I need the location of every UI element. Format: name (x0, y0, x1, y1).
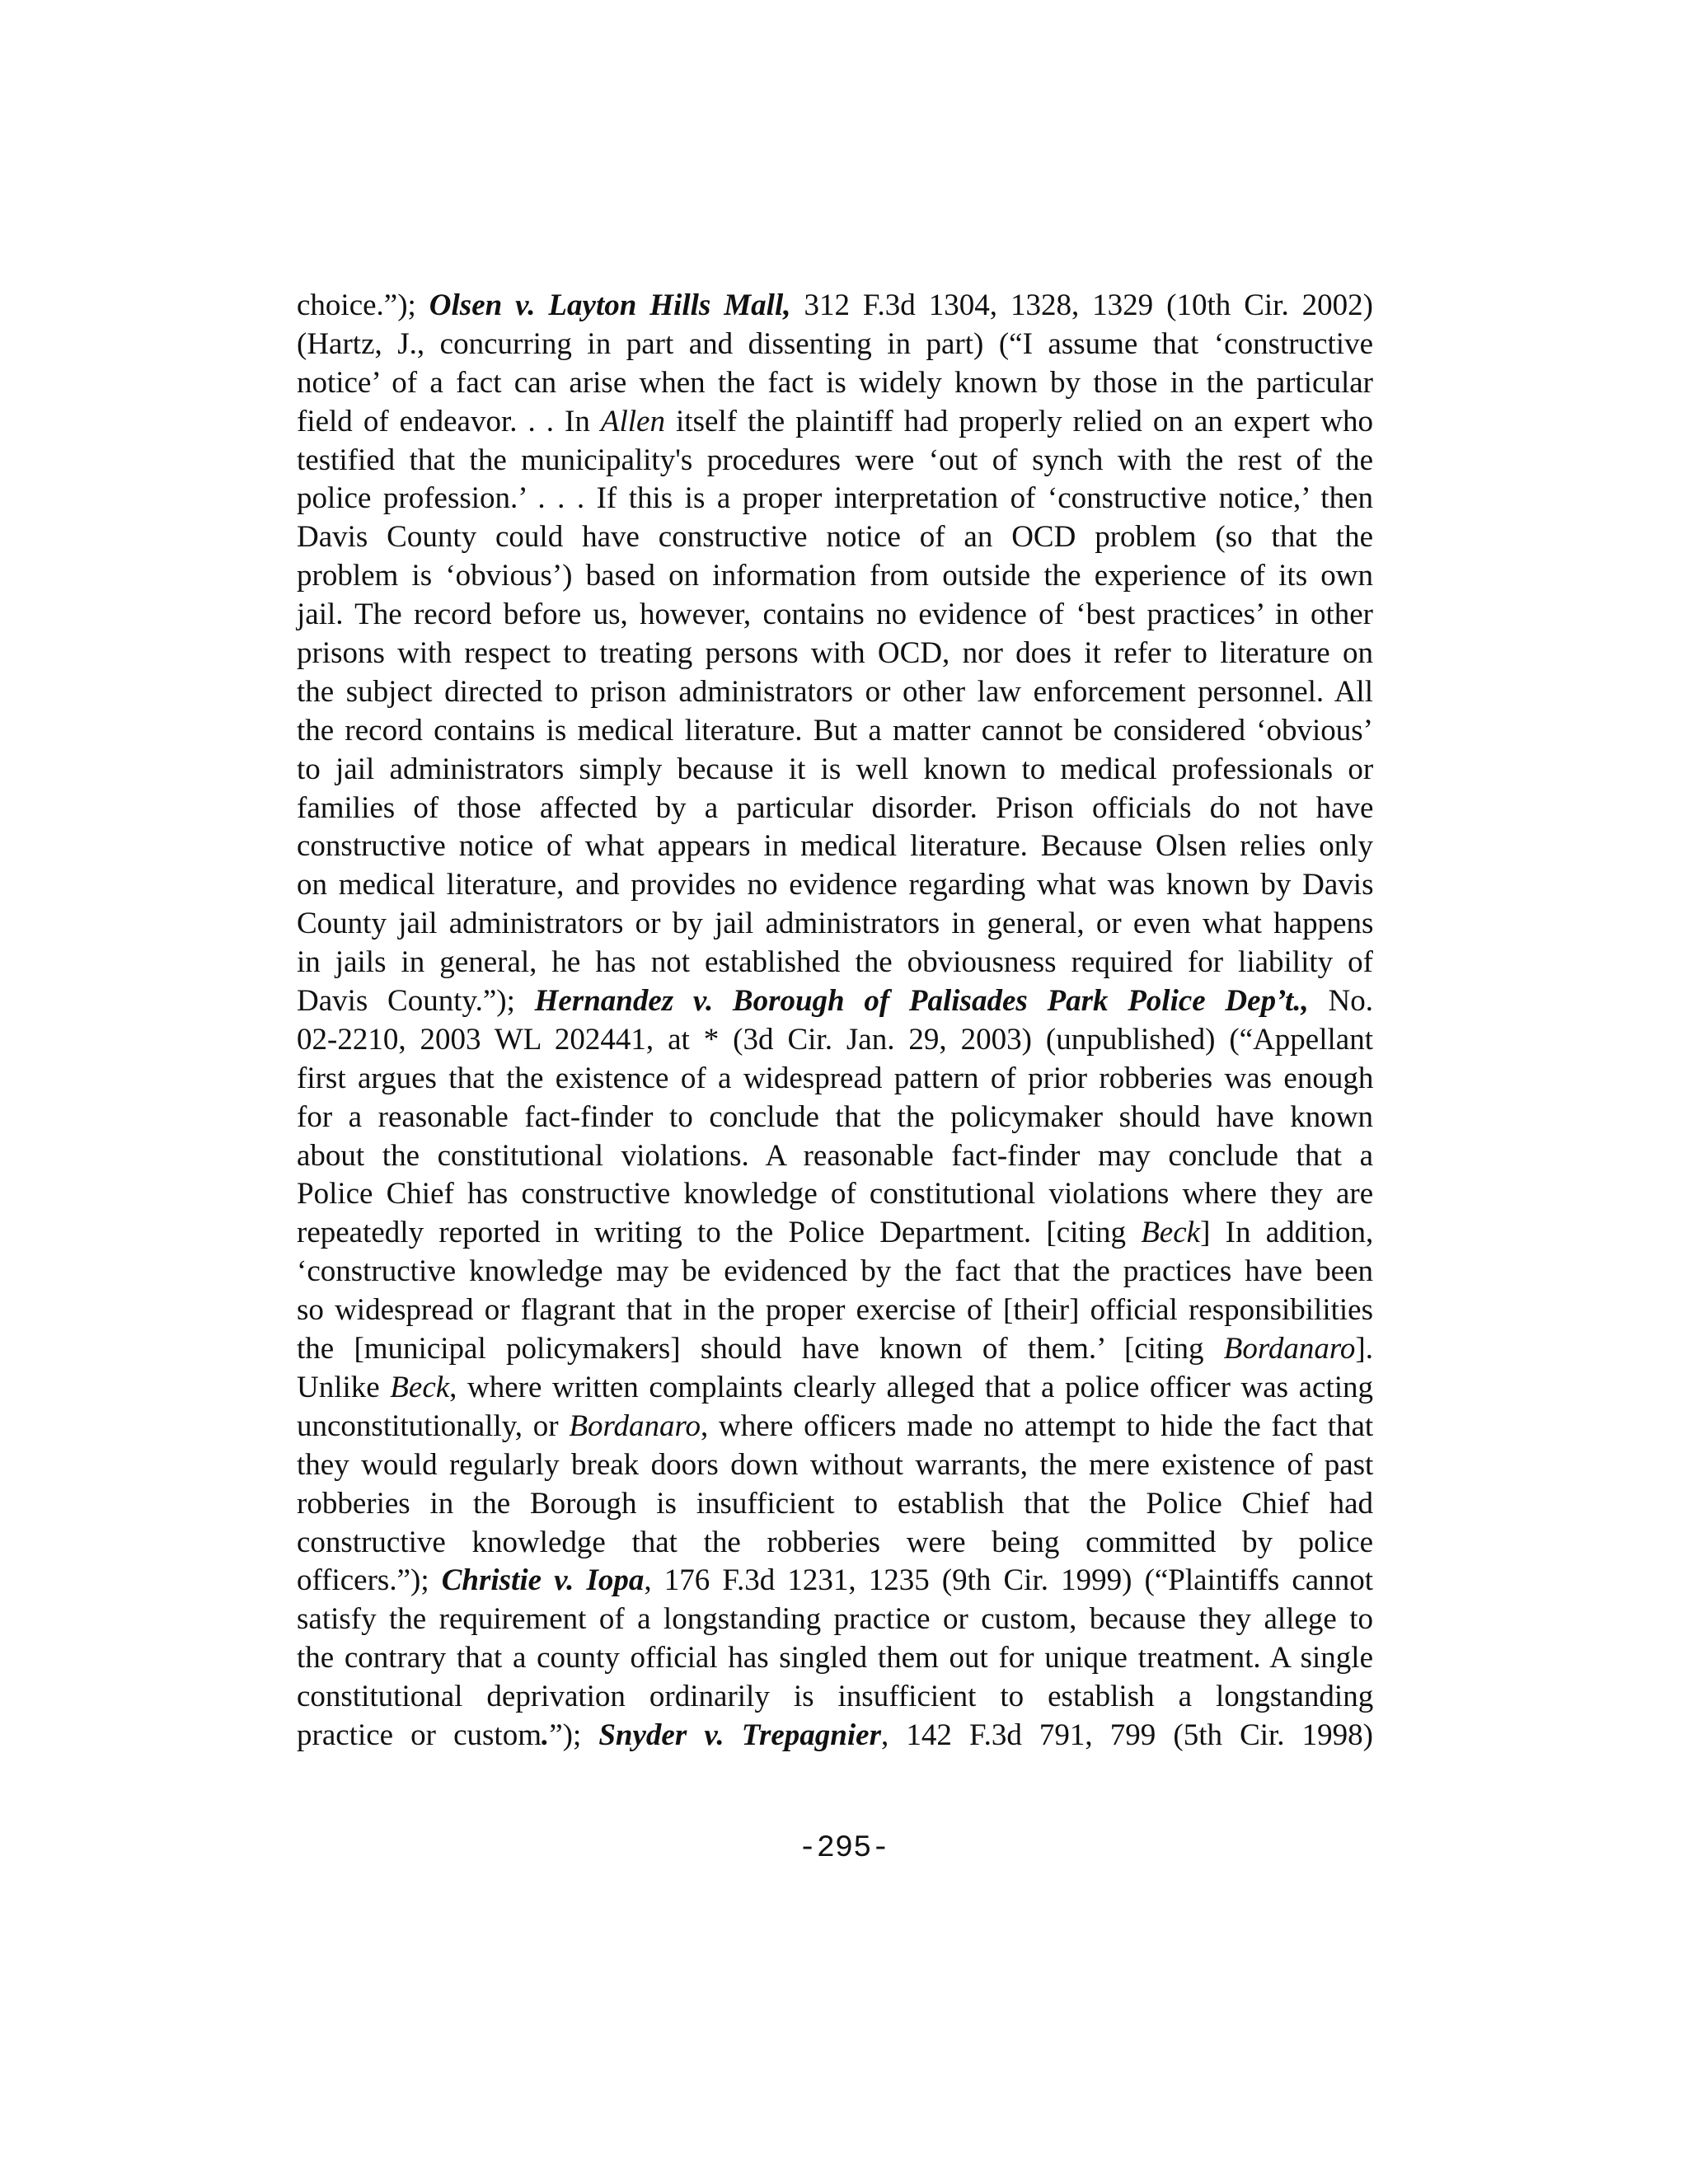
text-run: Davis County.”); (297, 984, 535, 1019)
text-run: so widespread or flagrant that in the proper exercise of [their] official responsibilities (297, 1293, 1373, 1328)
case-name: Snyder v. Trepagnier (598, 1718, 881, 1752)
text-run: , 176 F.3d 1231, 1235 (9th Cir. 1999) (“Plaintiffs cannot (644, 1563, 1373, 1598)
text-line (297, 790, 1373, 828)
italic-citation: Bordanaro (1223, 1332, 1356, 1366)
text-run: officers.”); (297, 1563, 442, 1598)
text-run: (Hartz, J., concurring in part and dissenting in part) (“I assume that ‘constructive (297, 326, 1373, 361)
text-run: ‘constructive knowledge may be evidenced by the fact that the practices have been (297, 1254, 1373, 1289)
italic-citation: Allen (600, 404, 665, 438)
text-line (297, 673, 1373, 712)
text-line (297, 1485, 1373, 1524)
case-name: Hernandez v. Borough of Palisades Park Police Dep’t., (534, 984, 1309, 1019)
text-run: Unlike (297, 1370, 391, 1404)
text-line (297, 287, 1373, 326)
text-line (297, 827, 1373, 866)
text-run: families of those affected by a particular disorder. Prison officials do not have (297, 790, 1374, 825)
text-line (297, 1678, 1373, 1717)
text-run: for a reasonable fact-finder to conclude that the policymaker should have known (297, 1099, 1373, 1134)
text-run: ”); (549, 1718, 599, 1752)
text-run: 02-2210, 2003 WL 202441, at * (3d Cir. Jan. 29, 2003) (unpublished) (“Appellant (297, 1022, 1373, 1057)
text-line (297, 1601, 1373, 1639)
text-run: police profession.’ . . . If this is a proper interpretation of ‘constructive notice,’ then (297, 481, 1373, 516)
case-name: Olsen v. Layton Hills Mall, (429, 288, 791, 322)
body-paragraph (297, 287, 1373, 1755)
text-run: choice.”); (297, 288, 429, 322)
page-number: -295- (798, 1831, 890, 1866)
case-name: Christie v. Iopa (441, 1563, 645, 1598)
text-line (297, 1137, 1373, 1176)
text-run: County jail administrators or by jail administrators in general, or even what happens (297, 907, 1374, 941)
text-line (297, 403, 1373, 442)
text-line (297, 518, 1373, 557)
text-run: practice or custom (297, 1718, 542, 1752)
text-run: , where officers made no attempt to hide the fact that (701, 1408, 1374, 1443)
text-run: problem is ‘obvious’) based on information from outside the experience of its own (297, 559, 1373, 593)
text-run: testified that the municipality's procedures were ‘out of synch with the rest of the (297, 443, 1373, 477)
text-run: the subject directed to prison administrators or other law enforcement personnel. All (297, 674, 1373, 709)
text-line (297, 1021, 1373, 1060)
text-line (297, 1408, 1373, 1446)
text-run: 312 F.3d 1304, 1328, 1329 (10th Cir. 2002) (790, 288, 1373, 322)
text-line (297, 442, 1373, 480)
text-run: on medical literature, and provides no evidence regarding what was known by Davis (297, 868, 1374, 902)
italic-citation: Bordanaro (569, 1408, 701, 1443)
text-run: , where written complaints clearly alleged that a police officer was acting (449, 1370, 1374, 1404)
text-run: jail. The record before us, however, contains no evidence of ‘best practices’ in other (297, 598, 1373, 632)
text-run: prisons with respect to treating persons with OCD, nor does it refer to literature on (297, 636, 1373, 671)
text-run: repeatedly reported in writing to the Police Department. [citing (297, 1216, 1142, 1250)
text-line (297, 982, 1373, 1021)
text-run: , 142 F.3d 791, 799 (5th Cir. 1998) (881, 1718, 1373, 1752)
text-line (297, 326, 1373, 364)
text-run: robberies in the Borough is insufficient to establish that the Police Chief had (297, 1486, 1373, 1521)
text-line (297, 635, 1373, 673)
text-run: unconstitutionally, or (297, 1408, 570, 1443)
text-line (297, 905, 1373, 944)
text-run: to jail administrators simply because it is well known to medical professionals or (297, 752, 1374, 786)
text-line (297, 1562, 1373, 1601)
text-run: ] In addition, (1200, 1216, 1374, 1250)
text-line (297, 1291, 1373, 1330)
text-line (297, 1717, 1373, 1755)
text-run: constructive notice of what appears in medical literature. Because Olsen relies only (297, 829, 1373, 864)
text-run: in jails in general, he has not established the obviousness required for liability of (297, 945, 1373, 980)
text-run: the contrary that a county official has singled them out for unique treatment. A single (297, 1641, 1373, 1675)
text-run: satisfy the requirement of a longstanding practice or custom, because they allege to (297, 1602, 1373, 1637)
text-run: first argues that the existence of a widespread pattern of prior robberies was enough (297, 1061, 1374, 1095)
text-run: constitutional deprivation ordinarily is insufficient to establish a longstanding (297, 1680, 1374, 1714)
text-line (297, 944, 1373, 982)
text-run: notice’ of a fact can arise when the fact is widely known by those in the particular (297, 365, 1373, 400)
italic-citation: Beck (1141, 1216, 1201, 1250)
text-line (297, 1214, 1373, 1253)
text-line (297, 1524, 1373, 1563)
text-line (297, 866, 1373, 905)
case-name: . (541, 1718, 550, 1752)
text-line (297, 1060, 1373, 1099)
text-line (297, 712, 1373, 751)
text-line (297, 557, 1373, 596)
text-run: the [municipal policymakers] should have known of them.’ [citing (297, 1332, 1224, 1366)
italic-citation: Beck (390, 1370, 450, 1404)
text-line (297, 1639, 1373, 1678)
text-line (297, 1369, 1373, 1408)
text-line (297, 1099, 1373, 1137)
text-run: itself the plaintiff had properly relied on an expert who (664, 404, 1373, 438)
text-run: the record contains is medical literature. But a matter cannot be considered ‘obvious’ (297, 713, 1373, 748)
text-run: they would regularly break doors down without warrants, the mere existence of past (297, 1447, 1374, 1482)
text-run: about the constitutional violations. A reasonable fact-finder may conclude that a (297, 1138, 1373, 1173)
text-line (297, 1446, 1373, 1485)
text-run: field of endeavor. . . In (297, 404, 601, 438)
text-line (297, 480, 1373, 518)
text-line (297, 751, 1373, 790)
text-line (297, 1175, 1373, 1214)
text-line (297, 1253, 1373, 1291)
text-run: Davis County could have constructive notice of an OCD problem (so that the (297, 520, 1373, 555)
text-line (297, 1330, 1373, 1369)
text-run: Police Chief has constructive knowledge of constitutional violations where they are (297, 1177, 1374, 1212)
text-run: No. (1308, 984, 1374, 1019)
text-line (297, 364, 1373, 403)
text-run: constructive knowledge that the robberies were being committed by police (297, 1525, 1373, 1559)
text-run: ]. (1355, 1332, 1373, 1366)
text-line (297, 596, 1373, 635)
